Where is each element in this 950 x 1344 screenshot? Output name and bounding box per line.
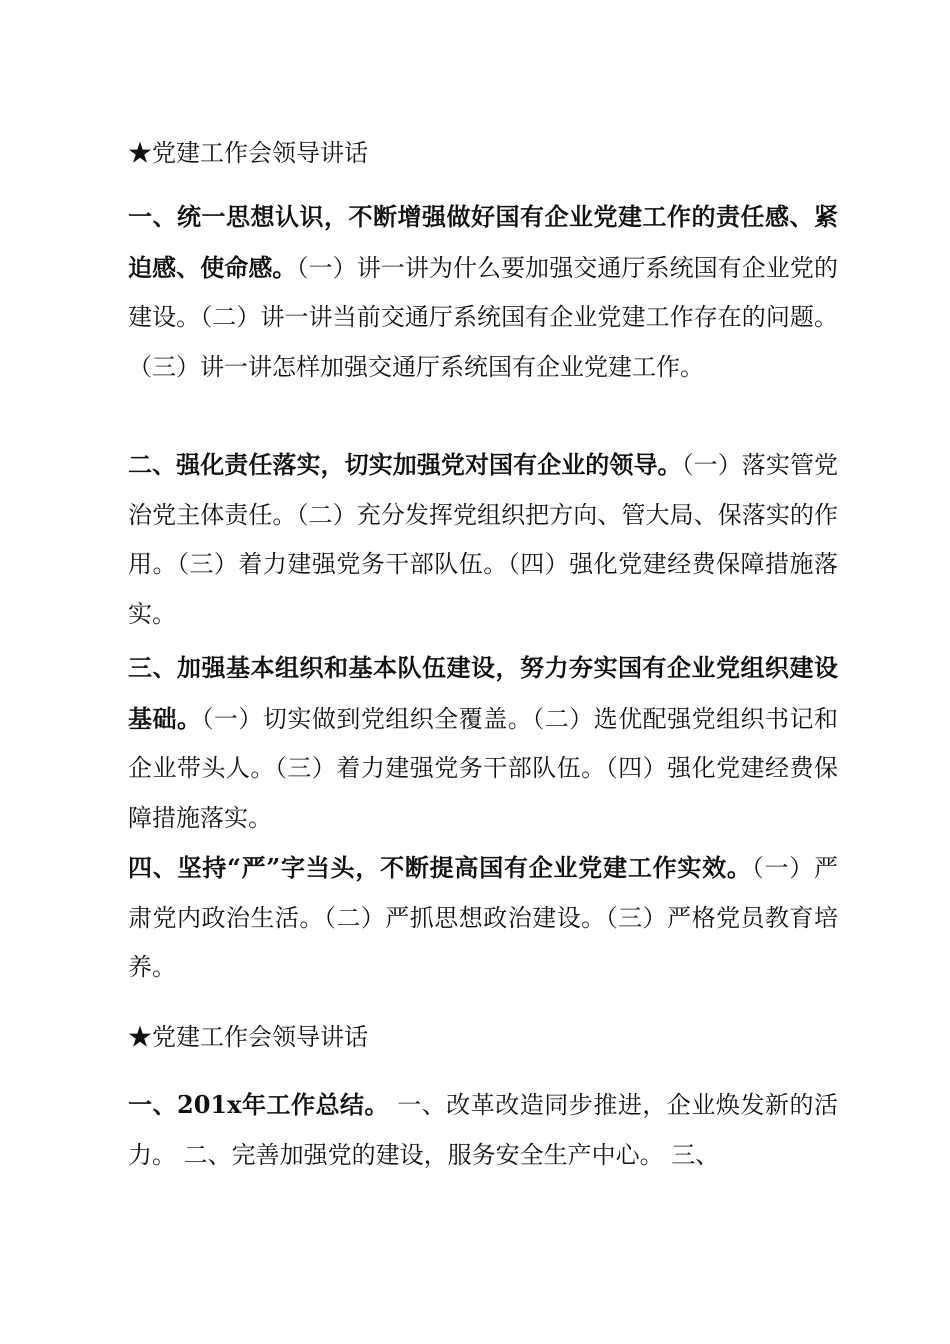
paragraph-heading: 三、加强基本组织和基本队伍建设，努力夯实国有企业党组织建设基础。	[128, 653, 838, 733]
paragraph-heading: 四、坚持“严”字当头，不断提高国有企业党建工作实效。	[128, 853, 752, 882]
paragraph-body: （一）讲一讲为什么要加强交通厅系统国有企业党的建设。（二）讲一讲当前交通厅系统国有企业党建工作存在的问题。（三）讲一讲怎样加强交通厅系统国有企业党建工作。	[128, 253, 838, 381]
paragraph	[128, 440, 838, 639]
paragraph	[128, 192, 838, 392]
paragraph-heading: 一、统一思想认识，不断增强做好国有企业党建工作的责任感、紧迫感、使命感。	[128, 202, 838, 282]
paragraph-body: （一）落实管党治党主体责任。（二）充分发挥党组织把方向、管大局、保落实的作用。（三）着力建强党务干部队伍。（四）强化党建经费保障措施落实。	[128, 451, 839, 628]
paragraph-heading: 二、强化责任落实，切实加强党对国有企业的领导。	[128, 450, 682, 479]
section-title: ★党建工作会领导讲话	[128, 139, 368, 167]
paragraph-body: 一、改革改造同步推进，企业焕发新的活力。 二、完善加强党的建设，服务安全生产中心。 三、	[128, 1091, 838, 1169]
paragraph-heading: 一、201x年工作总结。	[128, 1090, 390, 1119]
paragraph	[128, 843, 838, 993]
paragraph-body: （一）切实做到党组织全覆盖。（二）选优配强党组织书记和企业带头人。（三）着力建强党务干部队伍。（四）强化党建经费保障措施落实。	[128, 704, 839, 832]
section-title: ★党建工作会领导讲话	[128, 1023, 368, 1051]
paragraph	[128, 643, 838, 843]
paragraph	[128, 1080, 838, 1180]
paragraph-body: （一）严肃党内政治生活。（二）严抓思想政治建设。（三）严格党员教育培养。	[128, 854, 839, 981]
